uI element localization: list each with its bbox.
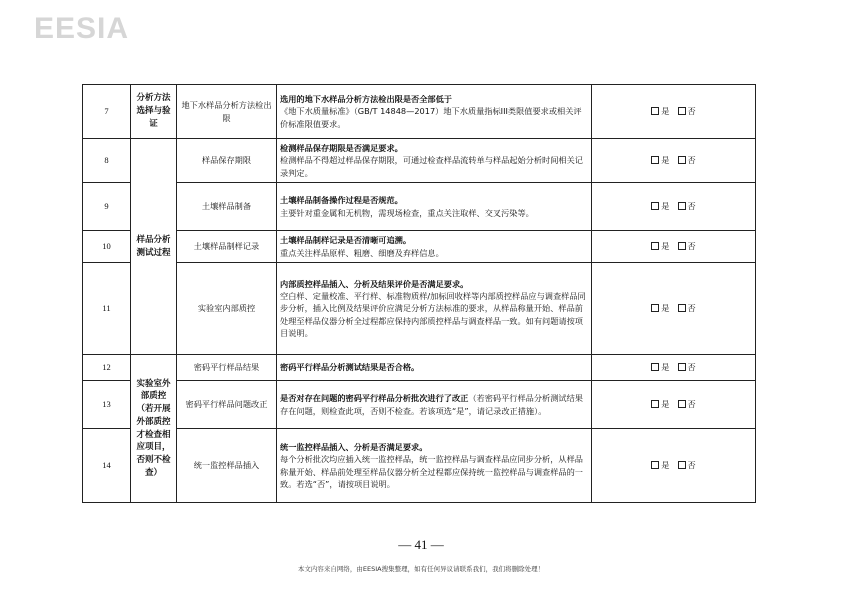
no-checkbox[interactable] <box>678 363 686 371</box>
yes-checkbox[interactable] <box>651 461 659 469</box>
result-cell <box>592 355 756 381</box>
result-cell <box>592 85 756 139</box>
row-number: 12 <box>83 355 131 381</box>
no-label: 否 <box>687 399 696 410</box>
item-cell: 密码平行样品结果 <box>177 355 277 381</box>
requirement-title: 内部质控样品插入、分析及结果评价是否满足要求。 <box>280 278 469 289</box>
table-row <box>83 429 756 503</box>
table-row <box>83 381 756 429</box>
requirement-cell <box>277 263 592 355</box>
requirement-title: 土壤样品制备操作过程是否规范。 <box>280 195 403 206</box>
no-checkbox[interactable] <box>678 400 686 408</box>
footer-disclaimer: 本文内容来自网络，由EESIA搜集整理，如有任何异议请联系我们，我们将删除处理！ <box>297 565 545 573</box>
no-checkbox[interactable] <box>678 242 686 250</box>
row-number: 8 <box>83 139 131 183</box>
yes-label: 是 <box>661 399 670 410</box>
requirement-desc: 主要针对重金属和无机物，需现场检查，重点关注取样、交叉污染等。 <box>280 207 534 218</box>
no-checkbox[interactable] <box>678 202 686 210</box>
no-checkbox[interactable] <box>678 156 686 164</box>
requirement-title: 是否对存在问题的密码平行样品分析批次进行了改正 <box>280 393 469 404</box>
result-cell <box>592 139 756 183</box>
yes-checkbox[interactable] <box>651 363 659 371</box>
item-cell: 密码平行样品问题改正 <box>177 381 277 429</box>
table-row <box>83 139 756 183</box>
checklist-table <box>82 84 756 503</box>
requirement-desc: 重点关注样品原样、粗磨、细磨及弃样信息。 <box>280 247 444 258</box>
row-number: 13 <box>83 381 131 429</box>
page-number: — 41 — <box>398 537 444 552</box>
requirement-desc: 检测样品不得超过样品保存期限，可通过检查样品流转单与样品起始分析时间相关记录判定。 <box>280 155 583 178</box>
requirement-cell <box>277 381 592 429</box>
row-number: 14 <box>83 429 131 503</box>
yes-checkbox[interactable] <box>651 202 659 210</box>
item-cell: 土壤样品制备 <box>177 183 277 231</box>
no-checkbox[interactable] <box>678 107 686 115</box>
requirement-title: 选用的地下水样品分析方法检出限是否全部低于 <box>280 94 452 105</box>
requirement-title: 统一监控样品插入、分析是否满足要求。 <box>280 441 428 452</box>
result-cell <box>592 263 756 355</box>
yes-checkbox[interactable] <box>651 107 659 115</box>
result-cell <box>592 231 756 263</box>
table-row <box>83 183 756 231</box>
requirement-desc: （若密码平行样品分析测试结果存在问题，则检查此项，否则不检查。若该项选“是”，请记录改正措施）。 <box>280 393 583 416</box>
no-checkbox[interactable] <box>678 461 686 469</box>
requirement-cell <box>277 139 592 183</box>
item-cell: 统一监控样品插入 <box>177 429 277 503</box>
no-label: 否 <box>687 241 696 252</box>
item-cell: 土壤样品制样记录 <box>177 231 277 263</box>
no-label: 否 <box>687 362 696 373</box>
item-cell: 样品保存期限 <box>177 139 277 183</box>
category-cell: 实验室外部质控（若开展外部质控才检查相应项目，否则不检查） <box>131 355 177 503</box>
yes-label: 是 <box>661 460 670 471</box>
yes-checkbox[interactable] <box>651 304 659 312</box>
row-number: 10 <box>83 231 131 263</box>
row-number: 11 <box>83 263 131 355</box>
table-row <box>83 231 756 263</box>
no-label: 否 <box>687 201 696 212</box>
result-cell <box>592 183 756 231</box>
requirement-title: 密码平行样品分析测试结果是否合格。 <box>280 362 420 373</box>
no-label: 否 <box>687 106 696 117</box>
no-label: 否 <box>687 303 696 314</box>
requirement-title: 检测样品保存期限是否满足要求。 <box>280 143 403 154</box>
result-cell <box>592 381 756 429</box>
no-label: 否 <box>687 155 696 166</box>
no-label: 否 <box>687 460 696 471</box>
category-cell: 样品分析测试过程 <box>131 139 177 355</box>
table-row <box>83 355 756 381</box>
category-cell: 分析方法选择与验证 <box>131 85 177 139</box>
yes-label: 是 <box>661 106 670 117</box>
item-cell: 地下水样品分析方法检出限 <box>177 85 277 139</box>
yes-checkbox[interactable] <box>651 242 659 250</box>
requirement-title: 土壤样品制样记录是否清晰可追溯。 <box>280 235 412 246</box>
no-checkbox[interactable] <box>678 304 686 312</box>
yes-label: 是 <box>661 303 670 314</box>
requirement-cell <box>277 355 592 381</box>
table-row <box>83 263 756 355</box>
row-number: 7 <box>83 85 131 139</box>
yes-checkbox[interactable] <box>651 400 659 408</box>
requirement-cell <box>277 429 592 503</box>
yes-label: 是 <box>661 201 670 212</box>
yes-checkbox[interactable] <box>651 156 659 164</box>
eesia-watermark-logo: EESIA <box>34 12 130 45</box>
requirement-cell <box>277 231 592 263</box>
yes-label: 是 <box>661 241 670 252</box>
requirement-desc: 《地下水质量标准》（GB/T 14848—2017）地下水质量指标III类限值要求或相关评价标准限值要求。 <box>280 106 582 129</box>
requirement-cell <box>277 85 592 139</box>
table-row <box>83 85 756 139</box>
row-number: 9 <box>83 183 131 231</box>
requirement-cell <box>277 183 592 231</box>
requirement-desc: 空白样、定量校准、平行样、标准物质样/加标回收样等内部质控样品应与调查样品同步分析，插入比例及结果评价应满足分析方法标准的要求，从样品称量开始、样品前处理至样品仪器分析全过程都应保持内部质控样品与调查样品一致。如有问题请按项目说明。 <box>280 291 586 338</box>
item-cell: 实验室内部质控 <box>177 263 277 355</box>
yes-label: 是 <box>661 362 670 373</box>
yes-label: 是 <box>661 155 670 166</box>
result-cell <box>592 429 756 503</box>
requirement-desc: 每个分析批次均应插入统一监控样品，统一监控样品与调查样品应同步分析，从样品称量开始、样品前处理至样品仪器分析全过程都应保持统一监控样品与调查样品的一致。若选“否”，请按项目说明。 <box>280 454 583 489</box>
